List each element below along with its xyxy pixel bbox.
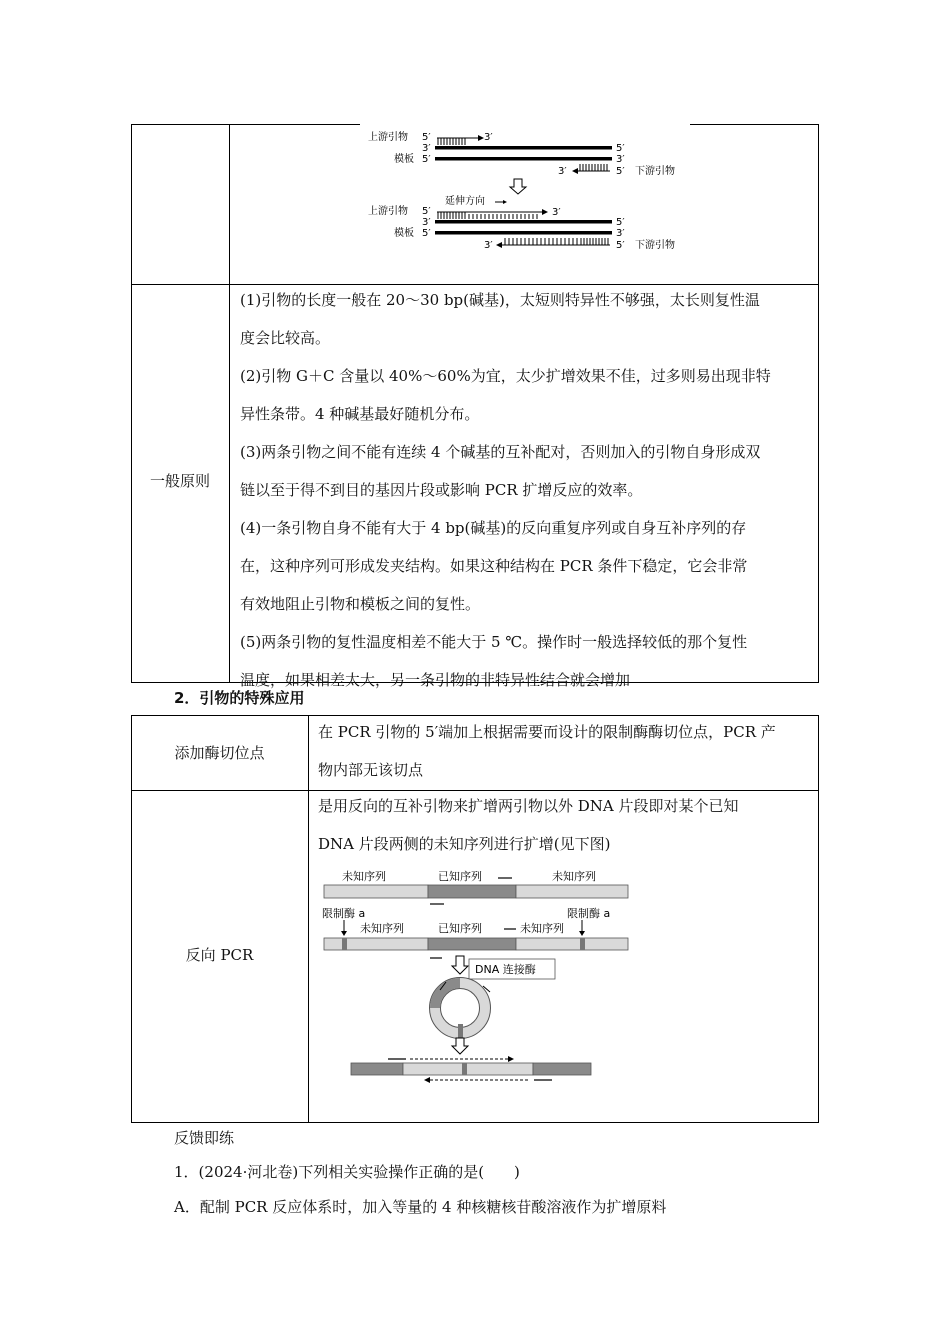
unknown-segment-left	[324, 885, 428, 898]
principle-line: 异性条带。4 种碱基最好随机分布。	[240, 405, 480, 423]
principles-content	[240, 281, 815, 699]
section-heading: 2．引物的特殊应用	[174, 689, 305, 707]
known-segment	[428, 885, 516, 898]
svg-text:下游引物: 下游引物	[635, 240, 675, 251]
svg-text:3′: 3′	[616, 154, 625, 165]
product-known-right	[533, 1063, 591, 1075]
label-restriction-enzyme-right: 限制酶 a	[567, 907, 611, 920]
svg-text:5′: 5′	[422, 206, 431, 217]
downstream-primer-ticks	[578, 164, 610, 171]
svg-text:5′: 5′	[422, 228, 431, 239]
label-unknown-seq: 未知序列	[342, 870, 386, 883]
pcr-primer-diagram	[360, 118, 690, 268]
svg-text:3′: 3′	[422, 143, 431, 154]
svg-text:5′: 5′	[422, 132, 431, 143]
principle-line: 在，这种序列可形成发夹结构。如果这种结构在 PCR 条件下稳定，它会非常	[240, 557, 748, 575]
inverse-pcr-diagram	[318, 862, 638, 1084]
svg-text:5′: 5′	[422, 154, 431, 165]
process-arrow	[510, 179, 526, 194]
svg-text:3′: 3′	[616, 228, 625, 239]
inverse-pcr-label: 反向 PCR	[185, 946, 254, 964]
principle-line: 温度，如果相差太大，另一条引物的非特异性结合就会增加	[240, 671, 631, 689]
ligation-arrow	[452, 956, 468, 974]
svg-text:3′: 3′	[484, 132, 493, 143]
label-extension-direction: 延伸方向	[445, 196, 485, 207]
svg-text:3′: 3′	[552, 207, 561, 218]
principle-line: (4)一条引物自身不能有大于 4 bp(碱基)的反向重复序列或自身互补序列的存	[240, 519, 747, 537]
label-template: 模板	[394, 154, 414, 165]
svg-text:5′: 5′	[616, 143, 625, 154]
svg-text:未知序列: 未知序列	[520, 922, 564, 935]
svg-text:模板: 模板	[394, 228, 414, 239]
product-unknown	[403, 1063, 533, 1075]
content-line: DNA 片段两侧的未知序列进行扩增(见下图)	[318, 835, 611, 853]
principle-line: 度会比较高。	[240, 329, 331, 347]
label-known-seq: 已知序列	[438, 870, 482, 883]
svg-text:未知序列: 未知序列	[552, 870, 596, 883]
unknown-segment-right	[516, 885, 628, 898]
principle-line: 有效地阻止引物和模板之间的复性。	[240, 595, 481, 613]
svg-text:5′: 5′	[616, 240, 625, 251]
content-line: 是用反向的互补引物来扩增两引物以外 DNA 片段即对某个已知	[318, 797, 739, 815]
content-line: 在 PCR 引物的 5′端加上根据需要而设计的限制酶酶切位点，PCR 产	[318, 723, 776, 741]
svg-text:3′: 3′	[484, 240, 493, 251]
pcr-arrow	[452, 1038, 468, 1054]
digest-known-segment	[428, 938, 516, 950]
question-1: 1．(2024·河北卷)下列相关实验操作正确的是( )	[174, 1163, 520, 1181]
svg-text:3′: 3′	[422, 217, 431, 228]
principle-line: 链以至于得不到目的基因片段或影响 PCR 扩增反应的效率。	[240, 481, 643, 499]
svg-text:上游引物: 上游引物	[368, 206, 408, 217]
table2-column-divider	[308, 715, 309, 1123]
product-known-left	[351, 1063, 403, 1075]
principle-line: (3)两条引物之间不能有连续 4 个碱基的互补配对，否则加入的引物自身形成双	[240, 443, 761, 461]
svg-text:3′: 3′	[558, 166, 567, 177]
principles-row-label: 一般原则	[149, 472, 210, 490]
content-line: 物内部无该切点	[318, 761, 424, 779]
svg-text:已知序列: 已知序列	[438, 922, 482, 935]
template-strand-top	[435, 146, 612, 150]
restriction-site-content	[318, 713, 816, 789]
label-dna-ligase: DNA 连接酶	[475, 963, 536, 976]
table1-column-divider	[229, 124, 230, 683]
digest-strand-right	[516, 938, 628, 950]
restriction-site-label: 添加酶切位点	[174, 744, 265, 762]
svg-text:5′: 5′	[616, 166, 625, 177]
template-strand-bottom	[435, 157, 612, 161]
template-strand-top-2	[435, 220, 612, 224]
principle-line: (5)两条引物的复性温度相差不能大于 5 ℃。操作时一般选择较低的那个复性	[240, 633, 748, 651]
extended-downstream-ticks	[502, 238, 610, 245]
label-downstream-primer: 下游引物	[635, 166, 675, 177]
principle-line: (1)引物的长度一般在 20～30 bp(碱基)，太短则特异性不够强，太长则复性温	[240, 291, 760, 309]
option-a[interactable]: A．配制 PCR 反应体系时，加入等量的 4 种核糖核苷酸溶液作为扩增原料	[174, 1198, 667, 1216]
upstream-primer-ticks	[437, 138, 478, 145]
feedback-heading: 反馈即练	[174, 1129, 235, 1147]
svg-text:5′: 5′	[616, 217, 625, 228]
label-restriction-enzyme-left: 限制酶 a	[322, 907, 366, 920]
svg-text:未知序列: 未知序列	[360, 922, 404, 935]
label-upstream-primer: 上游引物	[368, 132, 408, 143]
extended-upstream-ticks	[437, 212, 542, 219]
template-strand-bottom-2	[435, 231, 612, 235]
digest-strand-left	[324, 938, 428, 950]
principle-line: (2)引物 G＋C 含量以 40%～60%为宜，太少扩增效果不佳，过多则易出现非特	[240, 367, 771, 385]
inverse-pcr-content	[318, 787, 816, 863]
